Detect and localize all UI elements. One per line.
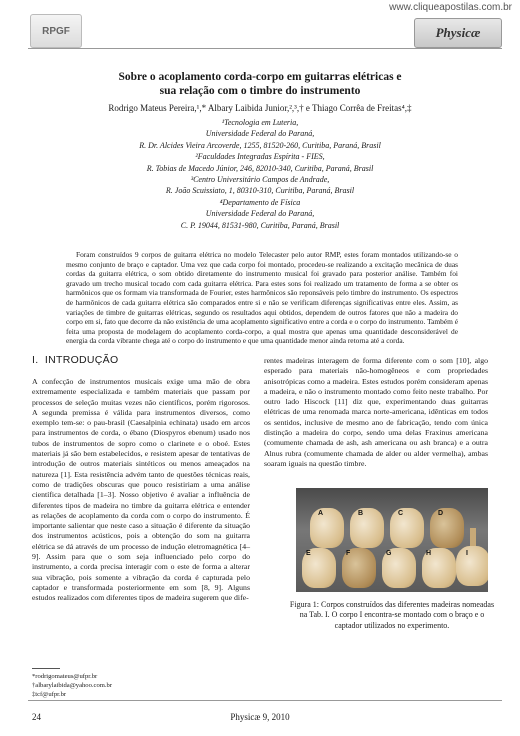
figure-caption: Figura 1: Corpos construídos das diferentes madeiras nomeadas na Tab. I. O corpo I encontra-se montado com o braço e o captador utilizados no experimento. bbox=[289, 600, 495, 630]
body-label: C bbox=[398, 510, 404, 517]
guitar-body bbox=[350, 508, 384, 548]
footnote-rule bbox=[32, 668, 60, 669]
section-title: INTRODUÇÃO bbox=[44, 354, 119, 366]
body-label: E bbox=[306, 550, 311, 557]
guitar-body bbox=[390, 508, 424, 548]
journal-tag: Physicæ bbox=[414, 18, 502, 48]
body-label: H bbox=[426, 550, 432, 557]
footer-rule bbox=[28, 700, 502, 701]
affiliation-line: R. João Scuissiato, 1, 80310-310, Curitiba, Paraná, Brasil bbox=[165, 186, 355, 196]
guitar-body bbox=[430, 508, 464, 548]
page-number: 24 bbox=[32, 712, 41, 722]
affiliation-line: C. P. 19044, 81531-980, Curitiba, Paraná, Brasil bbox=[180, 220, 340, 230]
paper-title bbox=[60, 70, 460, 98]
affiliation-line: R. Tobias de Macedo Júnior, 246, 82010-340, Curitiba, Paraná, Brasil bbox=[146, 163, 374, 173]
guitar-bodies-photo bbox=[296, 488, 488, 592]
affiliation-line: Universidade Federal do Paraná, bbox=[205, 129, 315, 139]
body-label: B bbox=[358, 510, 364, 517]
body-label: A bbox=[318, 510, 324, 517]
journal-footer: Physicæ 9, 2010 bbox=[230, 712, 290, 722]
body-label: D bbox=[438, 510, 444, 517]
affiliation-line: ⁴Departamento de Física bbox=[219, 197, 301, 207]
affiliation-line: ³Centro Universitário Campos de Andrade, bbox=[190, 175, 330, 185]
footnote-email: ‡tcf@ufpr.br bbox=[32, 691, 67, 698]
guitar-body bbox=[456, 546, 488, 586]
journal-logo: RPGF bbox=[30, 14, 82, 48]
footnote-email: *rodrigomateus@ufpr.br bbox=[32, 673, 98, 680]
intro-left-column: A confecção de instrumentos musicais exige uma mão de obra extremamente especializada e também materiais que passam por processos de seleção muitas vezes não científicos, porém rigorosos. A segunda premissa é válida para instrumentos diversos, como exemplo tem-se: o pau-brasil (Caesalpinia echinata) usado em arcos para instrumentos de corda, o ébano (Diospyros ebenum) usado nos tubos de instrumentos de sopro como o clarinete e o oboé. Estes materiais já são bem estabelecidos, e resistem apesar de tentativas de introdução de outros materiais sintéticos ou menos ameaçados na natureza [1]. Esta resistência advém tanto de questões técnicas reais, como de tradições obscuras que pouco resistiriam a uma análise científica detalhada [1–3]. Nosso objetivo é avaliar a influência de diferentes tipos de madeira no timbre da guitarra elétrica e entender as relações de acoplamento da corda com o corpo do instrumento. É importante salientar que neste caso a situação é diferente da situação dos instrumentos acústicos, pois a obtenção do som na guitarra elétrica se dá através de um processo de indução eletromagnética [4–9]. Assim para que o som seja influenciado pelo corpo do instrumento, a corda precisa interagir com o este de forma a alterar sua vibração, pois somente a vibração da corda é capturada pelo captador e transformada posteriormente em som [8, 9]. Alguns estudos realizados com diferentes tipos de madeira sugerem que dife- bbox=[32, 377, 250, 603]
affiliation-line: ¹Tecnologia em Luteria, bbox=[221, 118, 299, 127]
title-line: sua relação com o timbre do instrumento bbox=[159, 85, 361, 97]
footnote-email: †albarylaibida@yahoo.com.br bbox=[32, 682, 113, 689]
header-rule bbox=[28, 48, 502, 49]
affiliation-line: ²Faculdades Integradas Espírita - FIES, bbox=[195, 152, 325, 162]
watermark: www.cliqueapostilas.com.br bbox=[389, 2, 512, 13]
authors: Rodrigo Mateus Pereira,¹,* Albary Laibida Junior,²,³,† e Thiago Corrêa de Freitas⁴,‡ bbox=[108, 103, 412, 113]
guitar-body bbox=[310, 508, 344, 548]
intro-right-column: rentes madeiras interagem de forma diferente com o som [10], algo esperado para materiais não-homogêneos e com propriedades anisotrópicas como a madeira. Estes estudos porém consideram apenas a madeira, e não o instrumento montado como feito neste trabalho. Por outro lado Hiscock [11] diz que, experimentando duas guitarras elétricas de uma renomada marca norte-americana, idênticas em todos os sentidos, inclusive de mesmo ano de fabricação, tendo com única distinção a madeira do corpo, sendo uma delas Fraxinus americana (comumente chamada de ash, ash americana ou ash branca) e a outra Alnus rubra (comumente chamada de alder ou alder vermelha), ambas soaram iguais na questão timbre. bbox=[264, 356, 488, 468]
section-heading bbox=[32, 354, 118, 366]
body-label: I bbox=[466, 550, 468, 557]
body-label: G bbox=[386, 550, 392, 557]
affiliations bbox=[60, 117, 460, 231]
abstract: Foram construídos 9 corpos de guitarra elétrica no modelo Telecaster pelo autor RMP, estes foram montados utilizando-se o mesmo conjunto de braço e captador. Uma vez que cada corpo foi montado, procedeu-se realizando a excitação mecânica de duas cordas da guitarra elétrica, o som obtido diretamente do instrumento musical foi gravado para posterior análise. Também foi gravado um trecho musical tocado com cada guitarra elétrica. Para estes sons foi realizado um tratamento de forma a se obter os harmônicos que os formam via transformada de Fourier, estes harmônicos são reponsáveis pelo timbre do instrumento. Os espectros de harmônicos de cada guitarra elétrica são comparados entre si e não se verificam diferenças significativas entre eles. Assim, as variações de timbre de guitarras elétricas, segundo os resultados aqui obtidos, dependem de outros fatores que não a madeira do corpo em si, fato que decorre da não existência de uma acoplamento significativo entre a corda e o corpo do instrumento. Também é feita uma proposta de modelagem do acoplamento corda-corpo, a qual mostra que apenas uma quantidade desconsiderável de energia da corda vibrante chega até o corpo do instrumento e que uma quantidade menor ainda retorna até a corda. bbox=[66, 250, 458, 346]
affiliation-line: R. Dr. Alcides Vieira Arcoverde, 1255, 81520-260, Curitiba, Paraná, Brasil bbox=[139, 140, 381, 150]
affiliation-line: Universidade Federal do Paraná, bbox=[205, 209, 315, 219]
footnotes bbox=[32, 672, 112, 699]
body-label: F bbox=[346, 550, 351, 557]
guitar-neck bbox=[470, 528, 476, 546]
title-line: Sobre o acoplamento corda-corpo em guitarras elétricas e bbox=[118, 71, 402, 83]
section-number: I. bbox=[32, 354, 39, 366]
